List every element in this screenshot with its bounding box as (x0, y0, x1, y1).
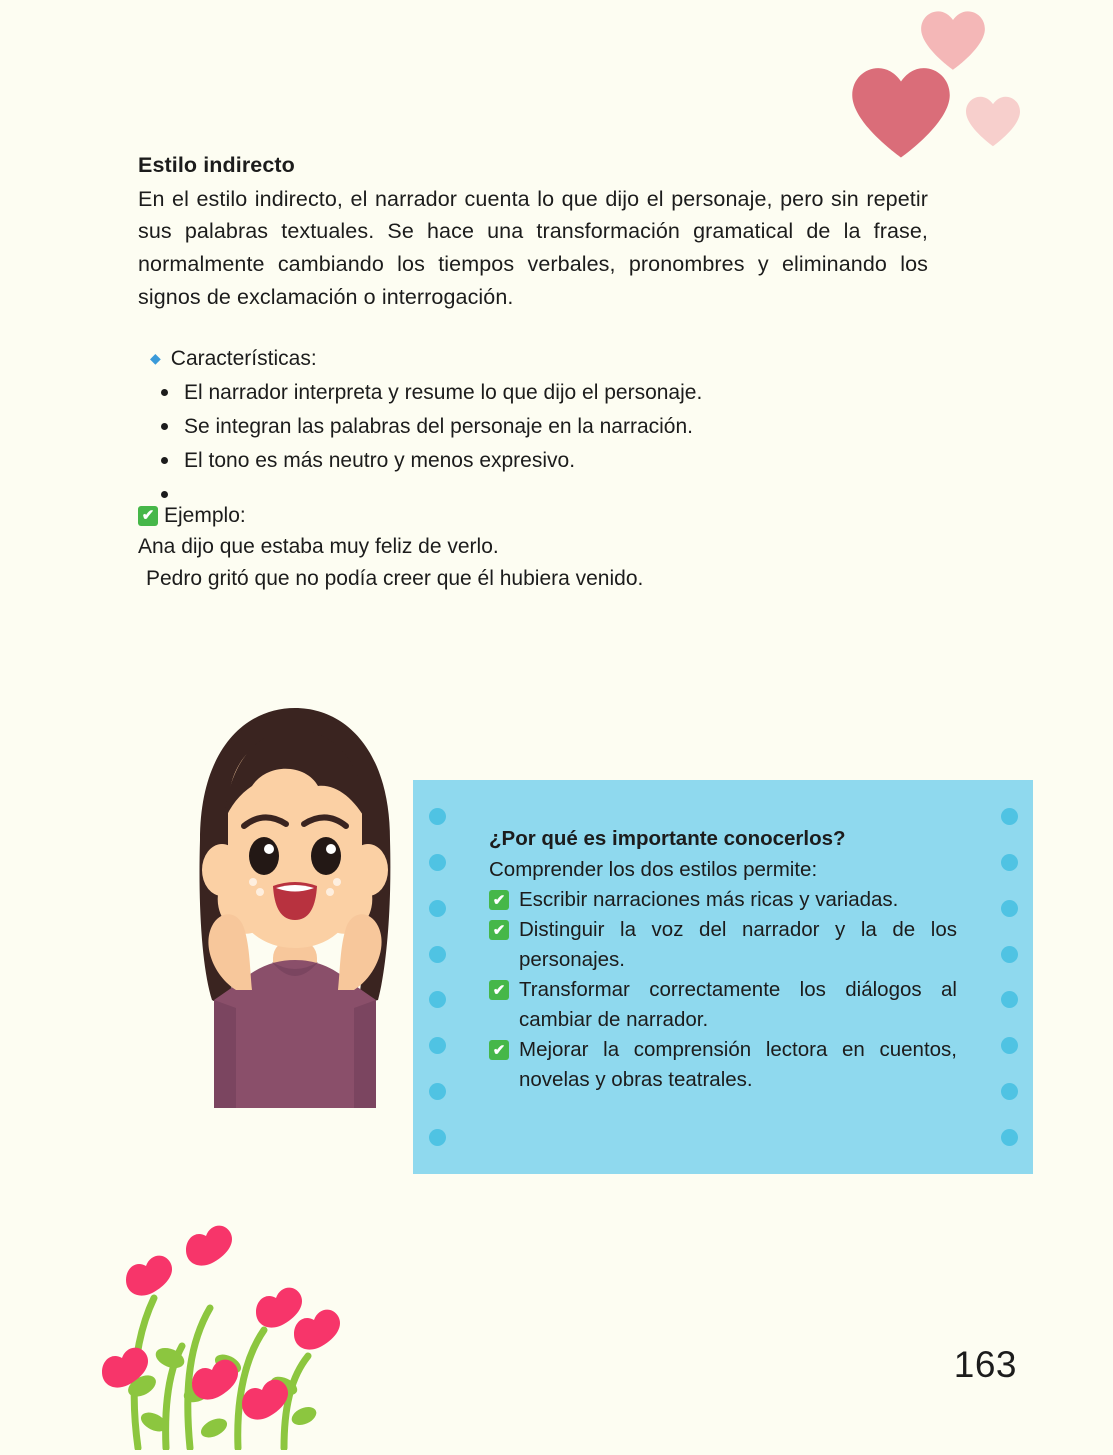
callout-item (489, 1035, 957, 1095)
perforation (429, 808, 446, 825)
perforation (429, 946, 446, 963)
girl-shouting-illustration (140, 690, 450, 1110)
section-paragraph: En el estilo indirecto, el narrador cuenta lo que dijo el personaje, pero sin repetir sus palabras textuales. Se hace una transformación gramatical de la frase, normalmente cambiando los tiempos verbales, pronombres y eliminando los signos de exclamación o interrogación. (138, 186, 928, 309)
perforation (429, 1083, 446, 1100)
filmstrip-perforations-left (413, 780, 461, 1174)
perforation (1001, 808, 1018, 825)
check-icon: ✔ (138, 506, 158, 526)
heart-rose-icon (849, 63, 953, 161)
check-icon: ✔ (489, 1040, 509, 1060)
perforation (1001, 900, 1018, 917)
perforation (429, 900, 446, 917)
perforation (1001, 1129, 1018, 1146)
perforation (429, 854, 446, 871)
heart-pink-light-icon (919, 8, 987, 72)
bullet-dot-icon (161, 457, 168, 464)
perforation (1001, 854, 1018, 871)
list-item-label: El narrador interpreta y resume lo que dijo el personaje. (184, 380, 703, 404)
list-item (156, 410, 928, 444)
callout-item-label: Distinguir la voz del narrador y la de los personajes. (519, 918, 957, 972)
perforation (1001, 1037, 1018, 1054)
section-heading: Estilo indirecto (138, 153, 295, 177)
bullet-dot-icon (161, 389, 168, 396)
example-sentence-1: Ana dijo que estaba muy feliz de verlo. (138, 535, 499, 559)
callout-item (489, 915, 957, 975)
bullet-dot-icon (161, 491, 168, 498)
check-icon: ✔ (489, 920, 509, 940)
list-item (156, 444, 928, 478)
perforation (1001, 1083, 1018, 1100)
callout-subtitle: Comprender los dos estilos permite: (489, 857, 818, 881)
callout-title: ¿Por qué es importante conocerlos? (489, 827, 846, 850)
features-list (138, 376, 928, 498)
callout-item-label: Transformar correctamente los diálogos al cambiar de narrador. (519, 978, 957, 1032)
perforation (1001, 991, 1018, 1008)
callout-content (461, 794, 985, 1160)
filmstrip-perforations-right (985, 780, 1033, 1174)
example-sentence-2: Pedro gritó que no podía creer que él hubiera venido. (146, 567, 644, 591)
features-title: Características: (170, 347, 317, 371)
heart-blush-icon (964, 94, 1022, 148)
features-title-row (138, 342, 928, 376)
perforation (429, 1129, 446, 1146)
callout-item (489, 885, 957, 915)
callout-item-label: Escribir narraciones más ricas y variadas. (519, 888, 899, 912)
flower-cluster-decoration (78, 1190, 388, 1450)
perforation (429, 1037, 446, 1054)
list-item (156, 478, 928, 498)
list-item-label: El tono es más neutro y menos expresivo. (184, 448, 576, 472)
callout-filmstrip (413, 780, 1033, 1174)
bullet-dot-icon (161, 423, 168, 430)
check-icon: ✔ (489, 980, 509, 1000)
features-block (138, 342, 928, 595)
list-item (156, 376, 928, 410)
perforation (1001, 946, 1018, 963)
diamond-icon: ◆ (150, 349, 161, 366)
list-item-label: Se integran las palabras del personaje en la narración. (184, 414, 693, 438)
example-label-row (138, 500, 928, 532)
check-icon: ✔ (489, 890, 509, 910)
page-number: 163 (953, 1344, 1017, 1385)
lesson-content (138, 150, 928, 595)
perforation (429, 991, 446, 1008)
example-label: Ejemplo: (164, 503, 246, 527)
callout-item-label: Mejorar la comprensión lectora en cuentos, novelas y obras teatrales. (519, 1038, 957, 1091)
callout-item (489, 975, 957, 1035)
